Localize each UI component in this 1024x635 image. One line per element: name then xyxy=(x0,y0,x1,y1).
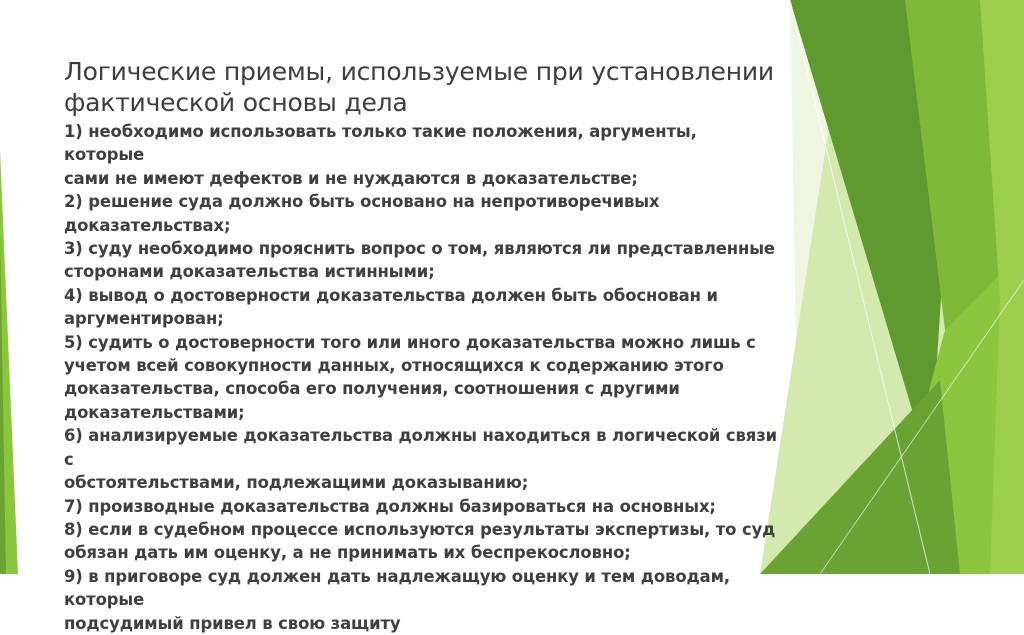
list-item-line: доказательствах; xyxy=(64,215,231,235)
list-item xyxy=(64,190,779,237)
slide-title xyxy=(64,56,779,118)
list-item-line: 1) необходимо использовать только такие положения, аргументы, которые xyxy=(64,122,697,165)
list-item-line: обстоятельствами, подлежащими доказыванию; xyxy=(64,473,529,493)
list-item xyxy=(64,237,779,284)
list-item xyxy=(64,284,779,331)
list-item-line: 7) производные доказательства должны базироваться на основных; xyxy=(64,496,716,516)
list-item xyxy=(64,495,779,518)
list-item xyxy=(64,565,779,635)
list-item-line: 2) решение суда должно быть основано на непротиворечивых xyxy=(64,192,660,212)
list-item-line: 6) анализируемые доказательства должны находиться в логической связи с xyxy=(64,426,778,469)
list-item-line: обязан дать им оценку, а не принимать их беспрекословно; xyxy=(64,543,631,563)
list-item xyxy=(64,120,779,190)
list-item-line: доказательства, способа его получения, соотношения с другими xyxy=(64,379,680,399)
list-item-line: доказательствами; xyxy=(64,402,245,422)
list-item-line: 5) судить о достоверности того или иного доказательства можно лишь с xyxy=(64,332,756,352)
list-item-line: подсудимый привел в свою защиту xyxy=(64,613,401,633)
rules-list xyxy=(64,120,779,635)
list-item-line: учетом всей совокупности данных, относящихся к содержанию этого xyxy=(64,356,724,376)
list-item-line: 8) если в судебном процессе используются результаты экспертизы, то суд xyxy=(64,519,776,539)
list-item-line: сторонами доказательства истинными; xyxy=(64,262,435,282)
title-line: фактической основы дела xyxy=(64,88,408,117)
list-item-line: сами не имеют дефектов и не нуждаются в доказательстве; xyxy=(64,168,638,188)
list-item xyxy=(64,518,779,565)
title-line: Логические приемы, используемые при установлении xyxy=(64,57,774,86)
slide-content xyxy=(64,56,779,635)
list-item xyxy=(64,424,779,494)
list-item-line: аргументирован; xyxy=(64,309,224,329)
list-item-line: 9) в приговоре суд должен дать надлежащую оценку и тем доводам, которые xyxy=(64,566,730,610)
list-item-line: 4) вывод о достоверности доказательства должен быть обоснован и xyxy=(64,285,718,305)
list-item xyxy=(64,331,779,425)
list-item-line: 3) суду необходимо прояснить вопрос о том, являются ли представленные xyxy=(64,239,775,259)
